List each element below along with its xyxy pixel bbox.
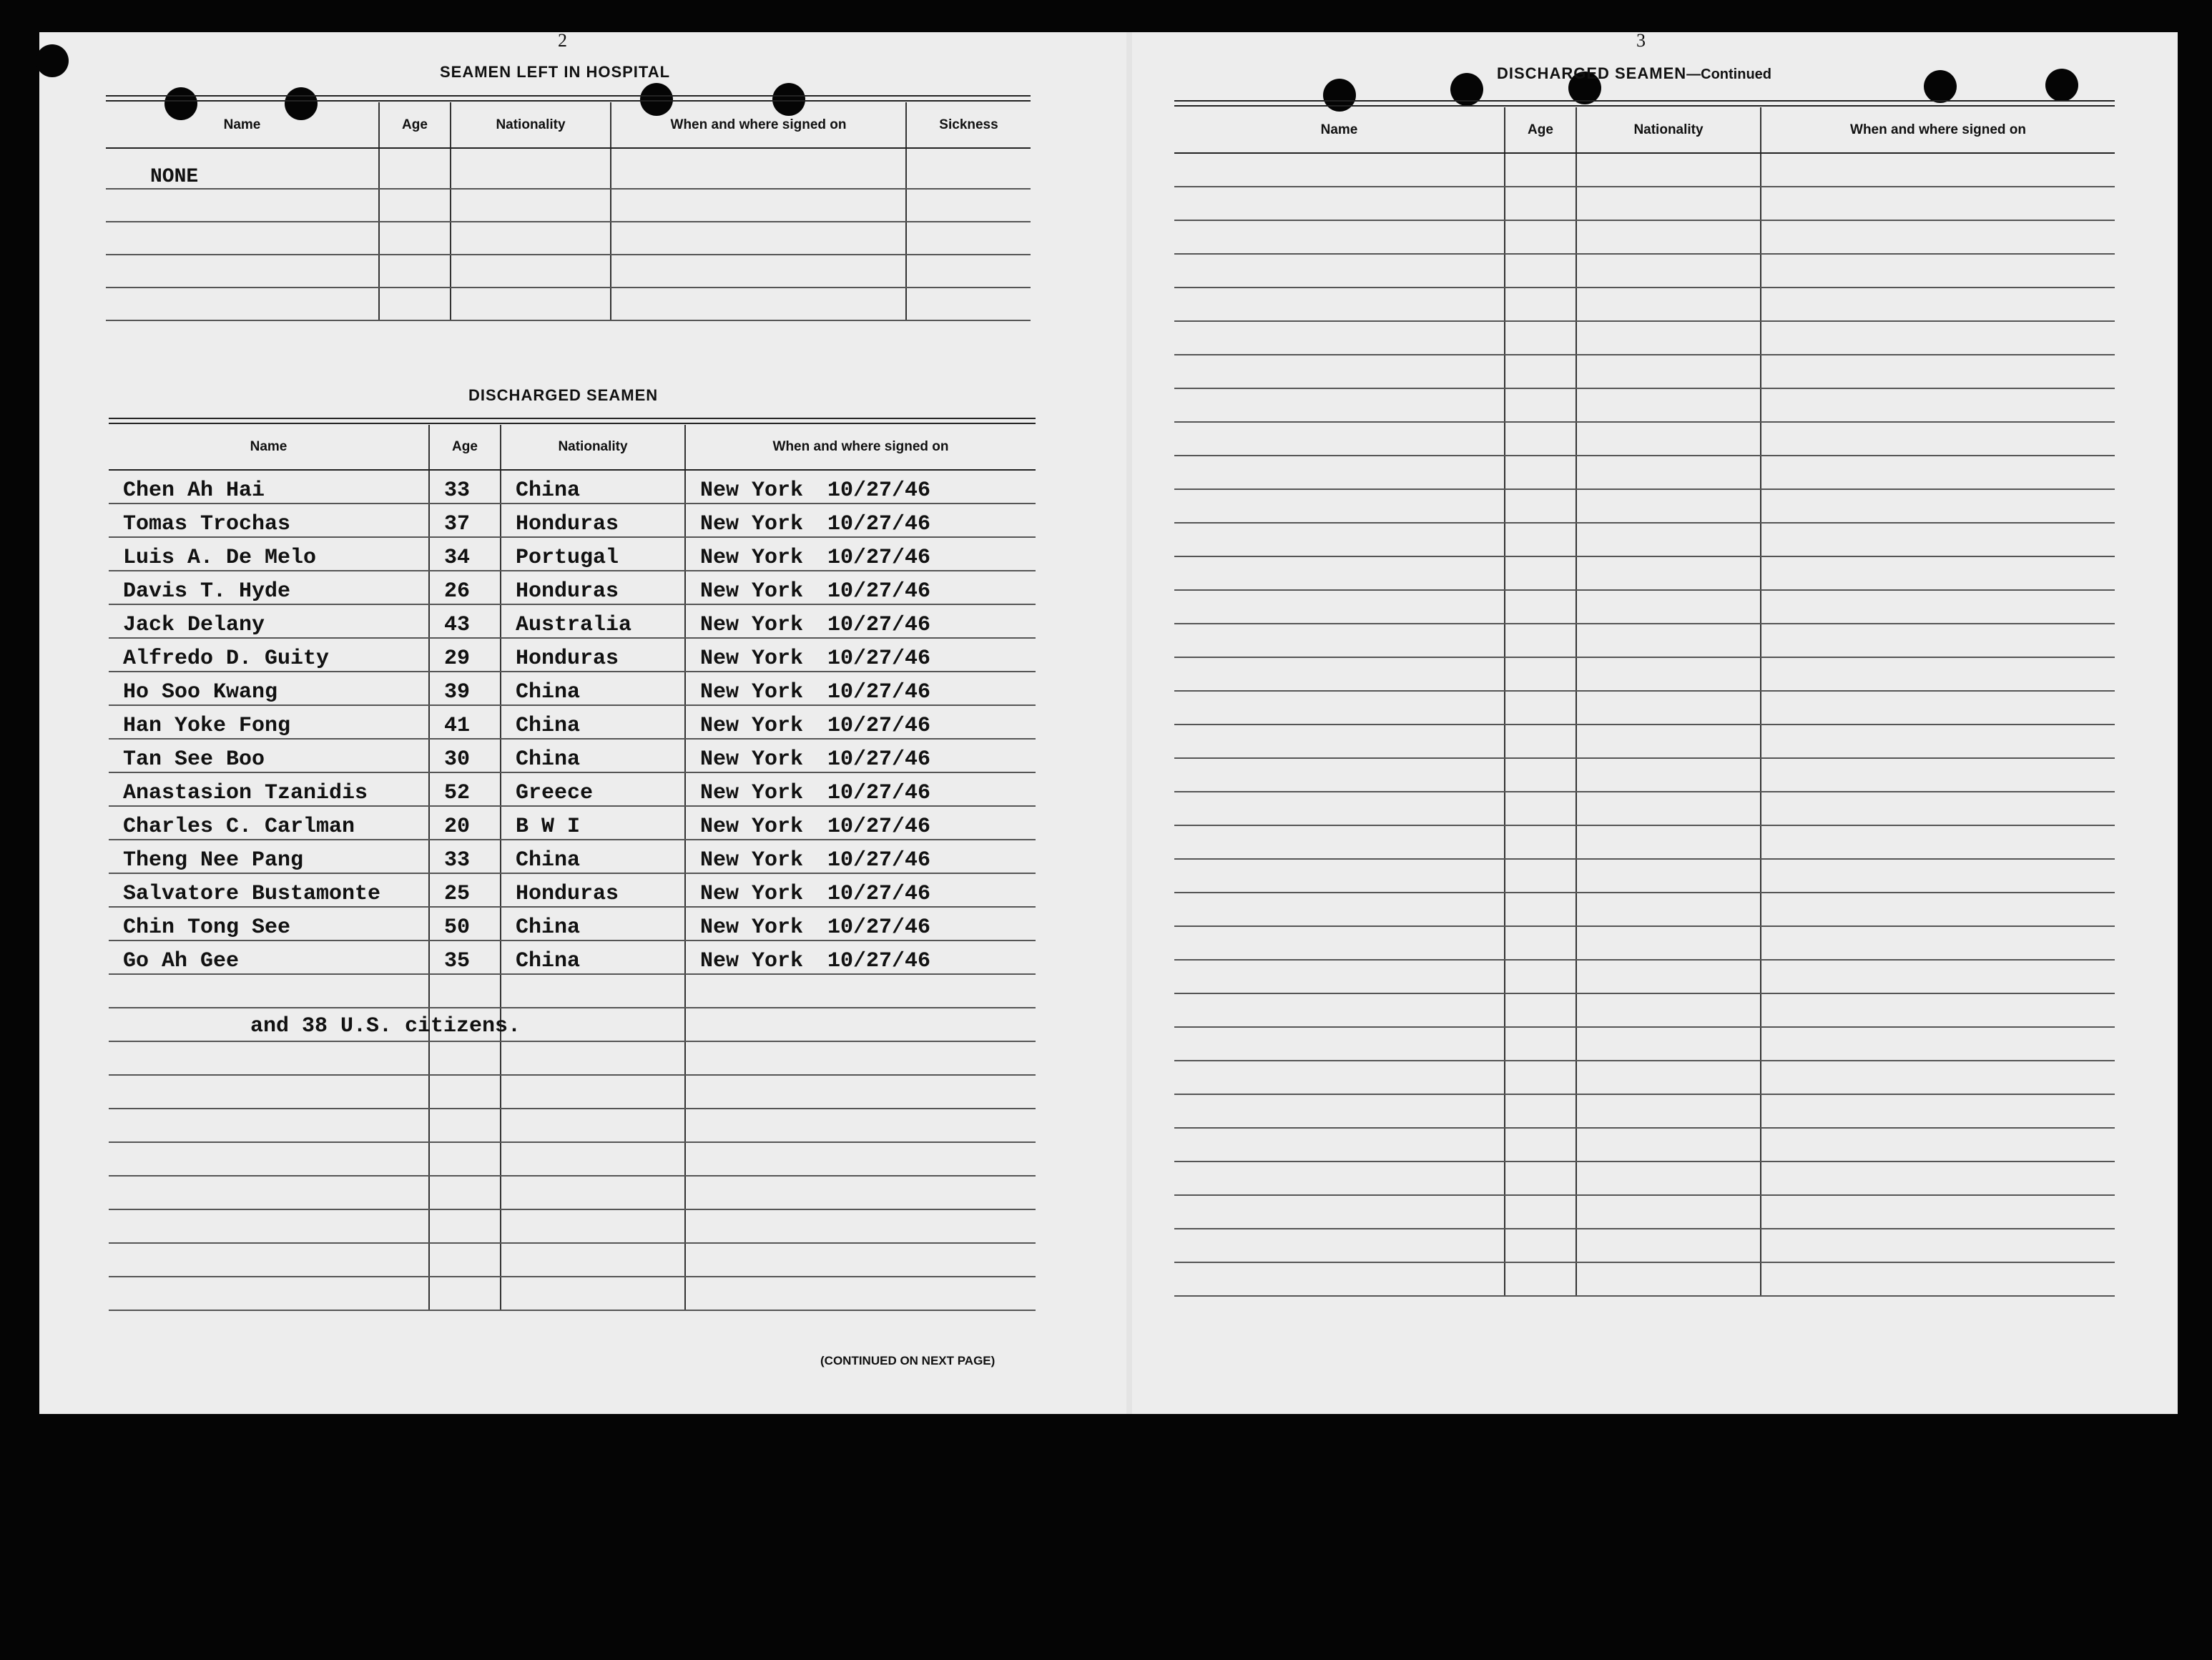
blank-row xyxy=(1174,556,2115,590)
blank-row xyxy=(1174,153,2115,187)
table-row xyxy=(109,873,1036,907)
signed-on-date: 10/27/46 xyxy=(827,478,931,503)
signed-on-place: New York xyxy=(700,882,804,906)
hospital-table xyxy=(106,102,1031,321)
column-header-nationality: Nationality xyxy=(1576,107,1761,153)
table-row xyxy=(109,739,1036,772)
signed-on-cell xyxy=(685,840,1036,873)
nationality-cell: Honduras xyxy=(501,873,685,907)
age-cell: 25 xyxy=(429,873,501,907)
blank-row xyxy=(1174,926,2115,960)
table-row xyxy=(109,806,1036,840)
blank-row xyxy=(1174,1061,2115,1094)
blank-row xyxy=(1174,1195,2115,1229)
nationality-cell: China xyxy=(501,739,685,772)
blank-row xyxy=(1174,691,2115,725)
blank-row xyxy=(1174,422,2115,456)
discharged-continued-table xyxy=(1174,107,2115,1297)
blank-row xyxy=(109,974,1036,1008)
blank-row xyxy=(1174,489,2115,523)
signed-on-place: New York xyxy=(700,848,804,873)
age-cell: 26 xyxy=(429,571,501,604)
discharged-rows xyxy=(109,470,1036,1310)
blank-row xyxy=(1174,187,2115,220)
age-cell: 50 xyxy=(429,907,501,940)
nationality-cell: China xyxy=(501,705,685,739)
blank-row xyxy=(1174,893,2115,926)
age-cell: 43 xyxy=(429,604,501,638)
blank-row xyxy=(1174,220,2115,254)
signed-on-cell xyxy=(685,705,1036,739)
name-cell: Chen Ah Hai xyxy=(109,470,429,504)
blank-row xyxy=(1174,456,2115,489)
column-header-age: Age xyxy=(379,102,451,148)
signed-on-cell xyxy=(685,638,1036,672)
table-row xyxy=(109,907,1036,940)
blank-row xyxy=(1174,758,2115,792)
column-header-signed-on: When and where signed on xyxy=(611,102,906,148)
signed-on-cell xyxy=(685,571,1036,604)
nationality-cell: China xyxy=(501,672,685,705)
table-row xyxy=(109,705,1036,739)
blank-row xyxy=(1174,288,2115,321)
name-cell: Theng Nee Pang xyxy=(109,840,429,873)
signed-on-cell xyxy=(685,806,1036,840)
name-cell: Salvatore Bustamonte xyxy=(109,873,429,907)
column-header-name: Name xyxy=(106,102,379,148)
blank-row xyxy=(109,1176,1036,1209)
table-row xyxy=(109,840,1036,873)
blank-row xyxy=(1174,1128,2115,1161)
table-row xyxy=(109,772,1036,806)
blank-row xyxy=(109,1109,1036,1142)
signed-on-date: 10/27/46 xyxy=(827,882,931,906)
name-cell: Tomas Trochas xyxy=(109,504,429,537)
nationality-cell: B W I xyxy=(501,806,685,840)
blank-row xyxy=(1174,1229,2115,1262)
table-top-rule xyxy=(109,418,1036,424)
name-cell: Jack Delany xyxy=(109,604,429,638)
age-cell: 29 xyxy=(429,638,501,672)
hospital-entry: NONE xyxy=(106,148,379,189)
signed-on-cell xyxy=(685,940,1036,974)
signed-on-cell xyxy=(685,873,1036,907)
signed-on-date: 10/27/46 xyxy=(827,815,931,839)
table-top-rule xyxy=(1174,100,2115,107)
blank-row xyxy=(1174,792,2115,825)
blank-row xyxy=(109,1075,1036,1109)
left-page xyxy=(72,0,1073,1382)
right-page xyxy=(1130,0,2138,1382)
blank-row xyxy=(1174,523,2115,556)
signed-on-cell xyxy=(685,537,1036,571)
table-row xyxy=(109,672,1036,705)
name-cell: Go Ah Gee xyxy=(109,940,429,974)
name-cell: Tan See Boo xyxy=(109,739,429,772)
nationality-cell: Honduras xyxy=(501,638,685,672)
name-cell: Luis A. De Melo xyxy=(109,537,429,571)
name-cell: Chin Tong See xyxy=(109,907,429,940)
table-row xyxy=(109,940,1036,974)
signed-on-cell xyxy=(685,504,1036,537)
signed-on-place: New York xyxy=(700,915,804,940)
nationality-cell: Australia xyxy=(501,604,685,638)
signed-on-place: New York xyxy=(700,546,804,570)
nationality-cell: Portugal xyxy=(501,537,685,571)
table-row xyxy=(109,571,1036,604)
signed-on-place: New York xyxy=(700,613,804,637)
signed-on-place: New York xyxy=(700,815,804,839)
table-row xyxy=(109,638,1036,672)
signed-on-place: New York xyxy=(700,647,804,671)
page-number: 3 xyxy=(1636,30,1646,51)
nationality-cell: Honduras xyxy=(501,571,685,604)
blank-row xyxy=(1174,1027,2115,1061)
table-top-rule xyxy=(106,95,1031,102)
blank-row xyxy=(1174,725,2115,758)
nationality-cell: Greece xyxy=(501,772,685,806)
signed-on-place: New York xyxy=(700,478,804,503)
blank-row xyxy=(1174,825,2115,859)
blank-row xyxy=(109,1041,1036,1075)
blank-row xyxy=(1174,960,2115,993)
nationality-cell: China xyxy=(501,840,685,873)
age-cell: 39 xyxy=(429,672,501,705)
blank-row xyxy=(109,1277,1036,1310)
blank-rows xyxy=(1174,153,2115,1296)
nationality-cell: China xyxy=(501,940,685,974)
signed-on-date: 10/27/46 xyxy=(827,546,931,570)
nationality-cell: China xyxy=(501,470,685,504)
signed-on-date: 10/27/46 xyxy=(827,680,931,704)
signed-on-place: New York xyxy=(700,747,804,772)
signed-on-cell xyxy=(685,772,1036,806)
signed-on-date: 10/27/46 xyxy=(827,714,931,738)
signed-on-place: New York xyxy=(700,781,804,805)
signed-on-cell xyxy=(685,672,1036,705)
table-row xyxy=(109,604,1036,638)
blank-row xyxy=(1174,254,2115,288)
blank-row xyxy=(1174,1161,2115,1195)
signed-on-place: New York xyxy=(700,714,804,738)
signed-on-place: New York xyxy=(700,579,804,604)
signed-on-place: New York xyxy=(700,949,804,973)
signed-on-date: 10/27/46 xyxy=(827,579,931,604)
name-cell: Han Yoke Fong xyxy=(109,705,429,739)
blank-row xyxy=(1174,388,2115,422)
signed-on-date: 10/27/46 xyxy=(827,915,931,940)
continued-footer: (CONTINUED ON NEXT PAGE) xyxy=(820,1354,996,1367)
signed-on-cell xyxy=(685,739,1036,772)
blank-row xyxy=(1174,590,2115,624)
discharged-continued-title xyxy=(1497,64,1771,83)
name-cell: Charles C. Carlman xyxy=(109,806,429,840)
discharged-table xyxy=(109,425,1036,1311)
age-cell: 20 xyxy=(429,806,501,840)
blank-row xyxy=(1174,1262,2115,1296)
age-cell: 33 xyxy=(429,840,501,873)
age-cell: 37 xyxy=(429,504,501,537)
column-header-age: Age xyxy=(1505,107,1576,153)
blank-row xyxy=(109,1142,1036,1176)
table-row xyxy=(109,537,1036,571)
age-cell: 30 xyxy=(429,739,501,772)
discharged-section-title: DISCHARGED SEAMEN xyxy=(468,386,659,404)
blank-row xyxy=(109,1008,1036,1041)
column-header-age: Age xyxy=(429,425,501,470)
blank-row xyxy=(1174,355,2115,388)
blank-row xyxy=(109,1209,1036,1243)
name-cell: Davis T. Hyde xyxy=(109,571,429,604)
signed-on-cell xyxy=(685,470,1036,504)
blank-row xyxy=(1174,993,2115,1027)
column-header-nationality: Nationality xyxy=(451,102,611,148)
blank-row xyxy=(109,1243,1036,1277)
column-header-signed-on: When and where signed on xyxy=(1761,107,2115,153)
blank-row xyxy=(1174,859,2115,893)
signed-on-date: 10/27/46 xyxy=(827,848,931,873)
name-cell: Ho Soo Kwang xyxy=(109,672,429,705)
title-text: DISCHARGED SEAMEN xyxy=(1497,64,1687,82)
column-header-nationality: Nationality xyxy=(501,425,685,470)
age-cell: 35 xyxy=(429,940,501,974)
signed-on-place: New York xyxy=(700,512,804,536)
page-number: 2 xyxy=(558,30,567,51)
blank-row xyxy=(1174,321,2115,355)
nationality-cell: Honduras xyxy=(501,504,685,537)
signed-on-cell xyxy=(685,604,1036,638)
signed-on-date: 10/27/46 xyxy=(827,512,931,536)
age-cell: 33 xyxy=(429,470,501,504)
title-suffix: —Continued xyxy=(1686,67,1772,82)
column-header-name: Name xyxy=(109,425,429,470)
table-row xyxy=(109,470,1036,504)
age-cell: 52 xyxy=(429,772,501,806)
signed-on-cell xyxy=(685,907,1036,940)
column-header-name: Name xyxy=(1174,107,1505,153)
hospital-section-title: SEAMEN LEFT IN HOSPITAL xyxy=(440,63,671,81)
name-cell: Anastasion Tzanidis xyxy=(109,772,429,806)
signed-on-date: 10/27/46 xyxy=(827,647,931,671)
punch-hole xyxy=(36,44,69,77)
age-cell: 41 xyxy=(429,705,501,739)
blank-row xyxy=(1174,657,2115,691)
signed-on-date: 10/27/46 xyxy=(827,613,931,637)
blank-row xyxy=(1174,624,2115,657)
signed-on-date: 10/27/46 xyxy=(827,747,931,772)
citizens-note: and 38 U.S. citizens. xyxy=(250,1014,521,1038)
blank-row xyxy=(1174,1094,2115,1128)
age-cell: 34 xyxy=(429,537,501,571)
column-header-signed-on: When and where signed on xyxy=(685,425,1036,470)
column-header-sickness: Sickness xyxy=(906,102,1031,148)
nationality-cell: China xyxy=(501,907,685,940)
signed-on-place: New York xyxy=(700,680,804,704)
table-row xyxy=(109,504,1036,537)
name-cell: Alfredo D. Guity xyxy=(109,638,429,672)
signed-on-date: 10/27/46 xyxy=(827,781,931,805)
signed-on-date: 10/27/46 xyxy=(827,949,931,973)
